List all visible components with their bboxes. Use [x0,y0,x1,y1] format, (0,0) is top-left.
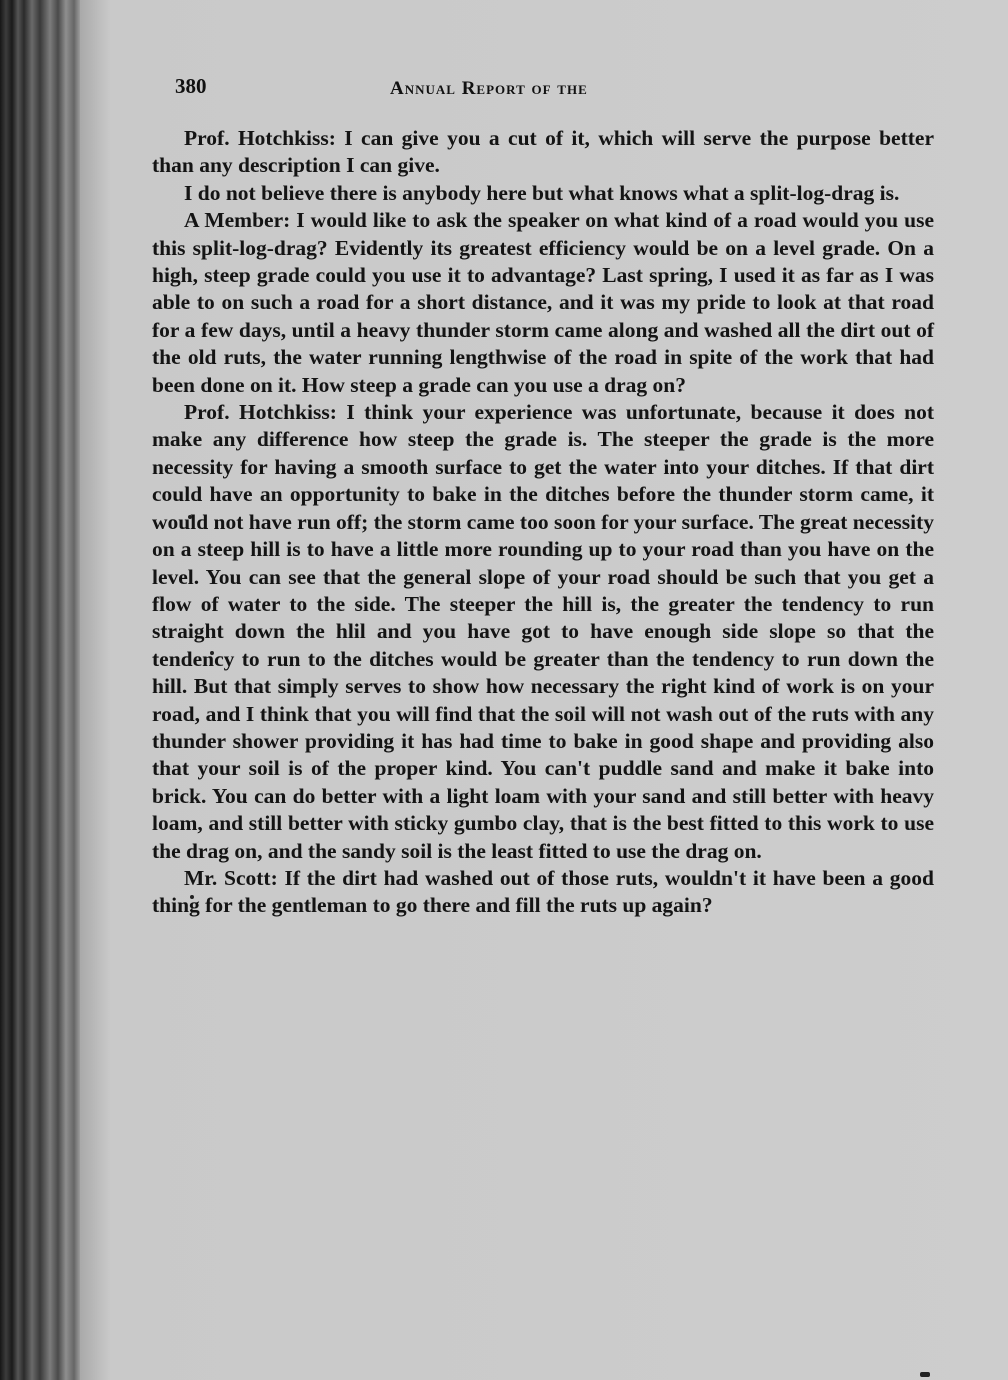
page-header [175,74,875,106]
ink-speck [920,1372,930,1377]
paragraph: Mr. Scott: If the dirt had washed out of those ruts, wouldn't it have been a good thing for the gentleman to go there and fill the ruts up again? [152,865,934,918]
paragraph: Prof. Hotchkiss: I can give you a cut of it, which will serve the purpose better than any description I can give. [152,126,934,178]
page-number: 380 [175,74,207,98]
running-head: Annual Report of the [390,78,588,99]
paragraph: Prof. Hotchkiss: I think your experience was unfortunate, because it does not make any difference how steep the grade is. The steeper the grade is the more necessity for having a smooth surface to get the water into your ditches. If that dirt could have an opportunity to bake in the ditches before the thunder storm came, it would not have run off; the storm came too soon for your surface. The great necessity on a steep hill is to have a little more rounding up to your road than you have on the level. You can see that the general slope of your road should be such that you get a flow of water to the side. The steeper the hill is, the greater the tendency to run straight down the hlil and you have got to have enough side slope so that the tendency to run to the ditches would be greater than the tendency to run down the hill. But that simply serves to show how necessary the right kind of work is on your road, and I think that you will find that the soil will not wash out of the ruts with any thunder shower providing it has had time to bake in good shape and providing also that your soil is of the proper kind. You can't puddle sand and make it bake into brick. You can do better with a light loam with your sand and still better with heavy loam, and still better with sticky gumbo clay, that is the best fitted to this work to use the drag on, and the sandy soil is the least fitted to use the drag on. [152,400,934,863]
paragraph: I do not believe there is anybody here but what knows what a split-log-drag is. [184,180,900,205]
body-text [152,125,934,920]
book-binding-edge [0,0,80,1380]
paragraph: A Member: I would like to ask the speaker on what kind of a road would you use this split-log-drag? Evidently its greatest efficiency would be on a level grade. On a high, steep grade could you use it to advantage? Last spring, I used it as far as I was able to on such a road for a short distance, and it was my pride to look at that road for a few days, until a heavy thunder storm came along and washed all the dirt out of the old ruts, the water running lengthwise of the road in spite of the work that had been done on it. How steep a grade can you use a drag on? [152,208,934,397]
